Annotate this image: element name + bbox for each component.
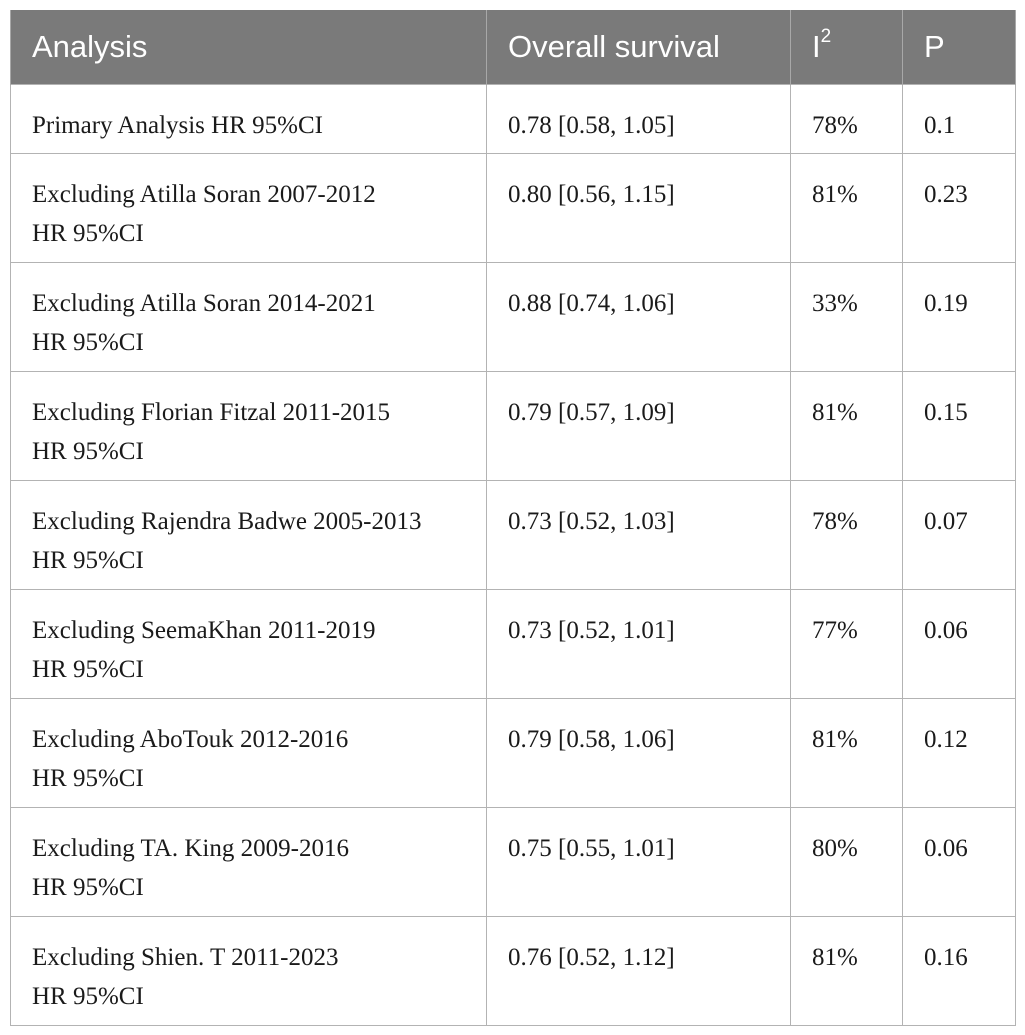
cell-analysis-text: Excluding Shien. T 2011-2023 — [32, 944, 339, 971]
cell-p-value — [903, 481, 1016, 590]
cell-i-squared-text: 78% — [812, 112, 858, 139]
table-row — [11, 590, 1016, 699]
header-overall-survival: Overall survival — [487, 10, 791, 85]
cell-p-value-text: 0.06 — [924, 617, 968, 644]
cell-overall-survival-text: 0.80 [0.56, 1.15] — [508, 181, 675, 208]
cell-p-value — [903, 154, 1016, 263]
cell-i-squared — [791, 481, 903, 590]
cell-i-squared — [791, 808, 903, 917]
cell-analysis-text: HR 95%CI — [32, 438, 144, 465]
cell-overall-survival — [487, 372, 791, 481]
table-row — [11, 808, 1016, 917]
cell-analysis — [11, 808, 487, 917]
cell-i-squared — [791, 590, 903, 699]
cell-analysis-text: HR 95%CI — [32, 656, 144, 683]
cell-overall-survival-text: 0.79 [0.57, 1.09] — [508, 399, 675, 426]
cell-p-value — [903, 699, 1016, 808]
cell-overall-survival — [487, 917, 791, 1026]
table-row — [11, 263, 1016, 372]
cell-analysis-text: HR 95%CI — [32, 983, 144, 1010]
cell-overall-survival — [487, 808, 791, 917]
cell-i-squared-text: 81% — [812, 399, 858, 426]
cell-analysis-text: Excluding Atilla Soran 2014-2021 — [32, 290, 376, 317]
cell-analysis-text: HR 95%CI — [32, 329, 144, 356]
cell-i-squared-text: 81% — [812, 944, 858, 971]
cell-i-squared — [791, 699, 903, 808]
sensitivity-analysis-table — [10, 10, 1016, 1026]
cell-p-value-text: 0.23 — [924, 181, 968, 208]
cell-analysis-text: HR 95%CI — [32, 220, 144, 247]
cell-overall-survival — [487, 154, 791, 263]
cell-i-squared — [791, 154, 903, 263]
cell-overall-survival — [487, 263, 791, 372]
table-body — [11, 85, 1016, 1026]
cell-i-squared-text: 33% — [812, 290, 858, 317]
cell-overall-survival-text: 0.76 [0.52, 1.12] — [508, 944, 675, 971]
header-row — [11, 10, 1016, 85]
cell-i-squared — [791, 85, 903, 154]
cell-p-value-text: 0.16 — [924, 944, 968, 971]
cell-p-value — [903, 263, 1016, 372]
header-p-value: P — [903, 10, 1016, 85]
cell-analysis — [11, 263, 487, 372]
table-row — [11, 372, 1016, 481]
cell-analysis-text: Excluding SeemaKhan 2011-2019 — [32, 617, 376, 644]
cell-p-value — [903, 85, 1016, 154]
header-i-squared-base: I — [812, 29, 821, 64]
cell-p-value-text: 0.19 — [924, 290, 968, 317]
cell-p-value-text: 0.06 — [924, 835, 968, 862]
cell-overall-survival-text: 0.75 [0.55, 1.01] — [508, 835, 675, 862]
cell-analysis-text: Excluding TA. King 2009-2016 — [32, 835, 349, 862]
cell-i-squared — [791, 917, 903, 1026]
cell-i-squared-text: 81% — [812, 726, 858, 753]
cell-i-squared-text: 81% — [812, 181, 858, 208]
table-row — [11, 481, 1016, 590]
cell-p-value-text: 0.15 — [924, 399, 968, 426]
cell-p-value — [903, 590, 1016, 699]
cell-analysis — [11, 372, 487, 481]
table-header — [11, 10, 1016, 85]
cell-p-value — [903, 917, 1016, 1026]
cell-overall-survival-text: 0.78 [0.58, 1.05] — [508, 112, 675, 139]
cell-overall-survival — [487, 590, 791, 699]
cell-i-squared-text: 80% — [812, 835, 858, 862]
cell-overall-survival — [487, 699, 791, 808]
table-row — [11, 154, 1016, 263]
cell-analysis-text: Excluding Rajendra Badwe 2005-2013 — [32, 508, 422, 535]
header-analysis: Analysis — [11, 10, 487, 85]
cell-analysis — [11, 154, 487, 263]
cell-i-squared-text: 78% — [812, 508, 858, 535]
cell-overall-survival-text: 0.73 [0.52, 1.03] — [508, 508, 675, 535]
header-i-squared — [791, 10, 903, 85]
cell-p-value-text: 0.1 — [924, 112, 956, 139]
header-i-squared-superscript: 2 — [820, 25, 832, 47]
results-table-container — [10, 10, 1015, 1026]
cell-analysis-text: HR 95%CI — [32, 547, 144, 574]
cell-overall-survival — [487, 481, 791, 590]
cell-analysis-text: Primary Analysis HR 95%CI — [32, 112, 323, 139]
table-row — [11, 699, 1016, 808]
cell-overall-survival-text: 0.88 [0.74, 1.06] — [508, 290, 675, 317]
cell-analysis-text: Excluding Atilla Soran 2007-2012 — [32, 181, 376, 208]
cell-overall-survival-text: 0.79 [0.58, 1.06] — [508, 726, 675, 753]
table-row — [11, 85, 1016, 154]
cell-analysis — [11, 917, 487, 1026]
cell-i-squared — [791, 263, 903, 372]
cell-analysis — [11, 699, 487, 808]
cell-analysis-text: HR 95%CI — [32, 874, 144, 901]
cell-analysis-text: Excluding Florian Fitzal 2011-2015 — [32, 399, 391, 426]
cell-overall-survival-text: 0.73 [0.52, 1.01] — [508, 617, 675, 644]
cell-analysis — [11, 481, 487, 590]
cell-p-value-text: 0.12 — [924, 726, 968, 753]
cell-analysis — [11, 590, 487, 699]
cell-p-value — [903, 372, 1016, 481]
cell-i-squared-text: 77% — [812, 617, 858, 644]
cell-analysis-text: Excluding AboTouk 2012-2016 — [32, 726, 349, 753]
cell-analysis-text: HR 95%CI — [32, 765, 144, 792]
cell-analysis — [11, 85, 487, 154]
cell-i-squared — [791, 372, 903, 481]
cell-p-value — [903, 808, 1016, 917]
cell-p-value-text: 0.07 — [924, 508, 968, 535]
cell-overall-survival — [487, 85, 791, 154]
table-row — [11, 917, 1016, 1026]
